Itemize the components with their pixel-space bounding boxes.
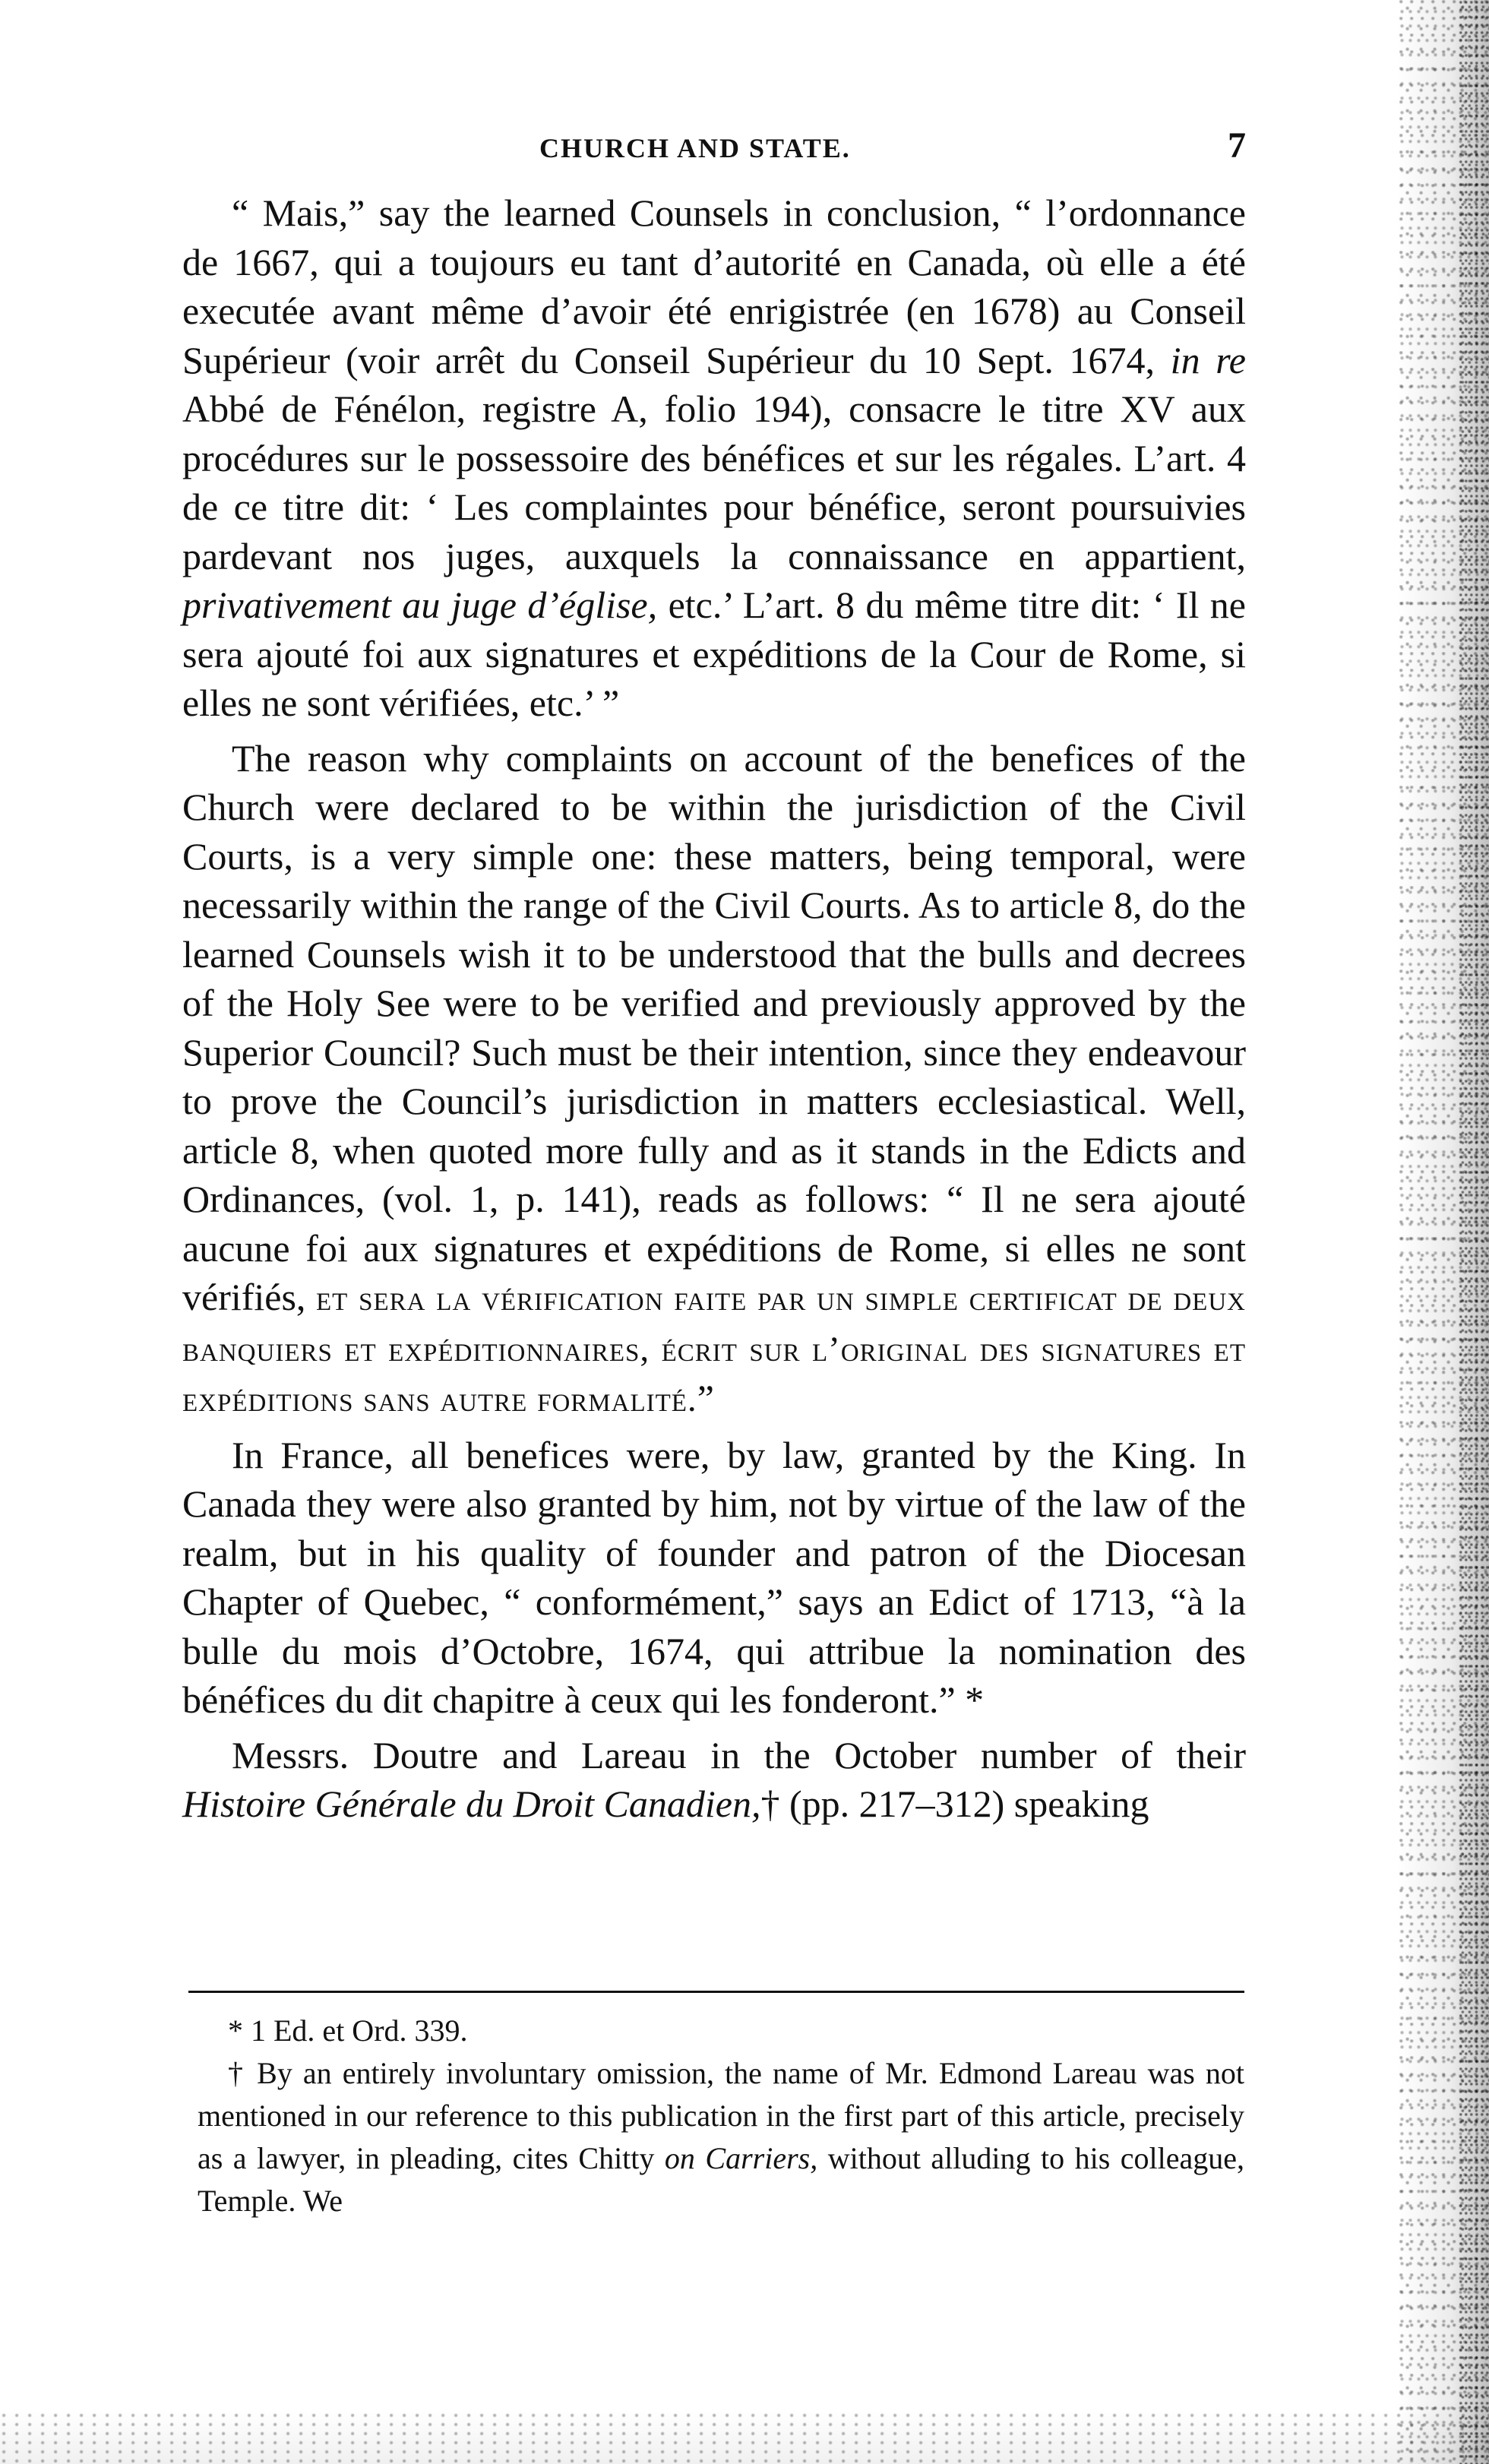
paragraph-1-italic-a: in re: [1170, 338, 1247, 381]
page-edge-speckle: [1459, 0, 1489, 2464]
paragraph-3: [182, 1431, 1246, 1725]
running-head: CHURCH AND STATE.: [539, 133, 851, 163]
paragraph-2-small-caps: et sera la vérification faite par un simple certificat de deux banquiers et expéditionnaires, écrit sur l’original des signatures et expéditions sans autre formalité.: [182, 1279, 1246, 1419]
paragraph-2-end: ”: [697, 1377, 714, 1419]
paragraph-2-text: The reason why complaints on account of the benefices of the Church were declared to be within the jurisdiction of the Civil Courts, is a very simple one: these matters, being temporal, were necessarily within the range of the Civil Courts. As to article 8, do the learned Counsels wish it to be understood that the bulls and decrees of the Holy See were to be verified and previously approved by the Superior Council? Such must be their intention, since they endeavour to prove the Council’s jurisdiction in matters ecclesiastical. Well, article 8, when quoted more fully and as it stands in the Edicts and Ordinances, (vol. 1, p. 141), reads as follows: “ Il ne sera ajouté aucune foi aux signatures et expéditions de Rome, si elles ne sont vérifiés,: [182, 736, 1246, 1318]
paragraph-1-text-c: etc.’ L’art. 8 du même titre dit: ‘ Il ne sera ajouté foi aux signatures et expéditions de la Cour de Rome, si elles ne sont vérifiées, etc.’ ”: [182, 584, 1246, 724]
paragraph-4-text-b: † (pp. 217–312) speaking: [760, 1782, 1149, 1825]
paragraph-4-italic: Histoire Générale du Droit Canadien,: [182, 1782, 761, 1825]
paragraph-1: [182, 188, 1246, 728]
footnote-2-text-b: without alluding to his colleague, Temple. We: [198, 2141, 1245, 2218]
footnote-rule: [188, 1991, 1244, 1993]
footnote-2: [198, 2052, 1244, 2222]
footnote-1: * 1 Ed. et Ord. 339.: [228, 2013, 468, 2048]
page-number: 7: [1228, 125, 1246, 166]
body-text: [182, 188, 1246, 1829]
footnotes: [198, 2010, 1244, 2222]
paragraph-1-italic-b: privativement au juge d’église,: [182, 584, 658, 626]
paragraph-1-text-b: Abbé de Fénélon, registre A, folio 194), consacre le titre XV aux procédures sur le possessoire des bénéfices et sur les régales. L’art. 4 de ce titre dit: ‘ Les complaintes pour bénéfice, seront poursuivies pardevant nos juges, auxquels la connaissance en appartient,: [182, 387, 1246, 577]
paragraph-4-text-a: Messrs. Doutre and Lareau in the October number of their: [232, 1733, 1246, 1776]
footnote-2-text-a: † By an entirely involuntary omission, the name of Mr. Edmond Lareau was not mentioned in our reference to this publication in the first part of this article, precisely as a lawyer, in pleading, cites Chitty: [198, 2056, 1244, 2175]
paragraph-3-text: In France, all benefices were, by law, granted by the King. In Canada they were also granted by him, not by virtue of the law of the realm, but in his quality of founder and patron of the Diocesan Chapter of Quebec, “ conformément,” says an Edict of 1713, “à la bulle du mois d’Octobre, 1674, qui attribue la nomination des bénéfices du dit chapitre à ceux qui les fonderont.” *: [182, 1433, 1246, 1721]
paragraph-1-text-a: “ Mais,” say the learned Counsels in conclusion, “ l’ordonnance de 1667, qui a toujours eu tant d’autorité en Canada, où elle a été executée avant même d’avoir été enrigistrée (en 1678) au Conseil Supérieur (voir arrêt du Conseil Supérieur du 10 Sept. 1674,: [182, 191, 1246, 381]
paragraph-2: [182, 734, 1246, 1425]
footnote-2-italic: on Carriers,: [664, 2141, 818, 2175]
paragraph-4: [182, 1731, 1246, 1829]
page-bottom-edge: [0, 2411, 1489, 2464]
page-header: [182, 126, 1246, 172]
